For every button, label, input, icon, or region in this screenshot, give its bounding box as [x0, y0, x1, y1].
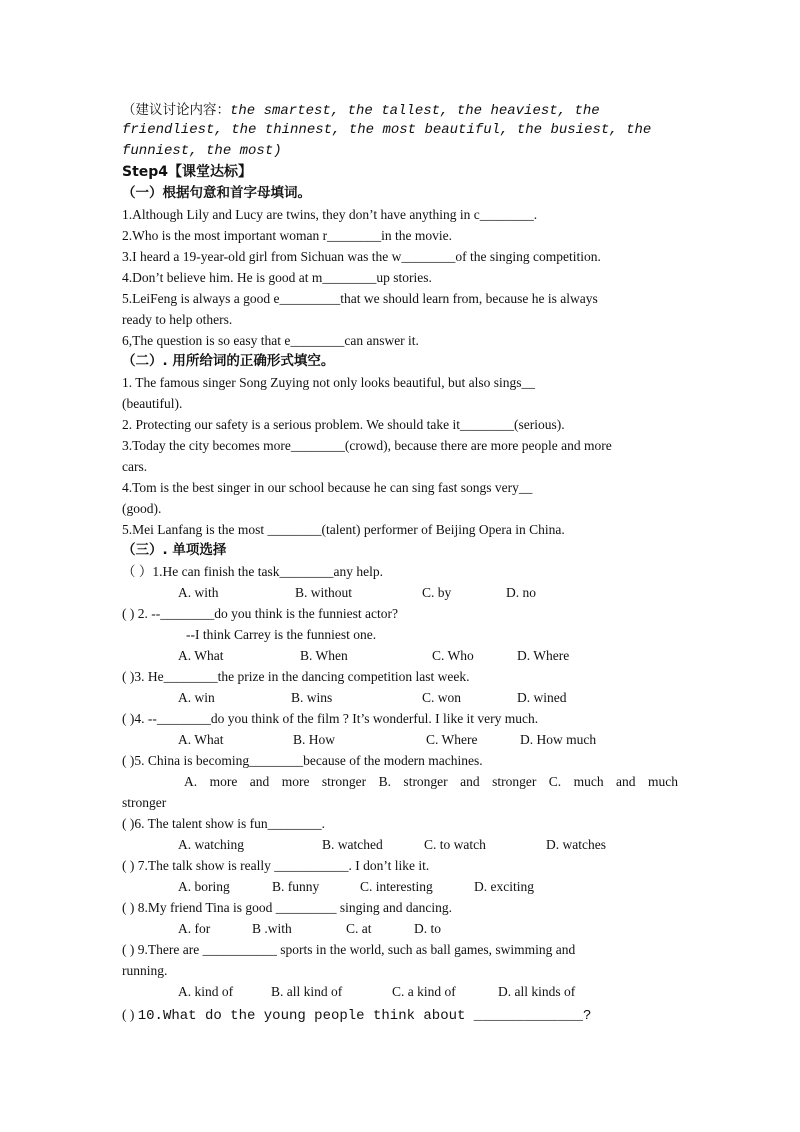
- mc-q7-option-a: A. boring: [178, 879, 230, 894]
- mc-q3-option-a: A. win: [178, 690, 215, 705]
- part1-q5-wrap: ready to help others.: [122, 312, 233, 327]
- mc-q4-stem: ( )4. --________do you think of the film ? It’s wonderful. I like it very much.: [122, 711, 539, 726]
- part2-q3: 3.Today the city becomes more________(crowd), because there are more people and more: [122, 438, 612, 453]
- mc-q2-option-d: D. Where: [517, 648, 570, 663]
- mc-q4-option-a: A. What: [178, 732, 224, 747]
- mc-q8-option-d: D. to: [414, 921, 441, 936]
- mc-q5-options: A. more and more stronger B. stronger and stronger C. much and much: [184, 774, 678, 789]
- mc-q10-text: 10.What do the young people think about _____________?: [137, 1008, 592, 1024]
- mc-q2-sub: --I think Carrey is the funniest one.: [186, 627, 377, 642]
- mc-q8-option-a: A. for: [178, 921, 211, 936]
- mc-q10-stem: [122, 1004, 678, 1027]
- mc-q6-option-a: A. watching: [178, 837, 244, 852]
- mc-q3-option-c: C. won: [422, 690, 462, 705]
- part3-heading: （三）. 单项选择: [122, 542, 227, 558]
- part1-q1: 1.Although Lily and Lucy are twins, they don’t have anything in c________.: [122, 207, 538, 222]
- mc-q9-stem: ( ) 9.There are ___________ sports in the world, such as ball games, swimming and: [122, 942, 576, 957]
- discussion-line-1: [122, 99, 678, 122]
- part1-q5: 5.LeiFeng is always a good e_________that we should learn from, because he is always: [122, 291, 598, 306]
- mc-q5-stem: ( )5. China is becoming________because of the modern machines.: [122, 753, 483, 768]
- mc-q4-option-c: C. Where: [426, 732, 478, 747]
- mc-q8-stem: ( ) 8.My friend Tina is good _________ singing and dancing.: [122, 900, 452, 915]
- mc-q8-option-b: B .with: [252, 921, 292, 936]
- part2-q1: 1. The famous singer Song Zuying not only looks beautiful, but also sings__: [122, 375, 535, 390]
- mc-q1-option-d: D. no: [506, 585, 536, 600]
- mc-q4-option-d: D. How much: [520, 732, 597, 747]
- part2-q4: 4.Tom is the best singer in our school because he can sing fast songs very__: [122, 480, 533, 495]
- part2-q2: 2. Protecting our safety is a serious problem. We should take it________(serious).: [122, 417, 565, 432]
- mc-q1-option-b: B. without: [295, 585, 353, 600]
- mc-q6-option-c: C. to watch: [424, 837, 486, 852]
- mc-q10-paren: ( ): [122, 1007, 135, 1022]
- mc-q6-option-d: D. watches: [546, 837, 606, 852]
- mc-q3-stem: ( )3. He________the prize in the dancing competition last week.: [122, 669, 470, 684]
- mc-q9-option-b: B. all kind of: [271, 984, 343, 999]
- part2-heading: （二）. 用所给词的正确形式填空。: [122, 353, 335, 369]
- mc-q6-stem: ( )6. The talent show is fun________.: [122, 816, 325, 831]
- part2-q5: 5.Mei Lanfang is the most ________(talent) performer of Beijing Opera in China.: [122, 522, 565, 537]
- part2-q4-wrap: (good).: [122, 501, 162, 516]
- mc-q3-option-d: D. wined: [517, 690, 567, 705]
- mc-q7-option-d: D. exciting: [474, 879, 534, 894]
- part2-q3-wrap: cars.: [122, 459, 148, 474]
- mc-q5-wrap: stronger: [122, 795, 167, 810]
- part1-heading: （一）根据句意和首字母填词。: [122, 185, 311, 201]
- mc-q7-stem: ( ) 7.The talk show is really ___________. I don’t like it.: [122, 858, 430, 873]
- mc-q2-option-a: A. What: [178, 648, 224, 663]
- part1-q4: 4.Don’t believe him. He is good at m________up stories.: [122, 270, 432, 285]
- mc-q6-option-b: B. watched: [322, 837, 383, 852]
- mc-q2-stem: ( ) 2. --________do you think is the funniest actor?: [122, 606, 398, 621]
- mc-q2-option-c: C. Who: [432, 648, 474, 663]
- mc-q3-option-b: B. wins: [291, 690, 333, 705]
- step4-title: Step4【课堂达标】: [122, 164, 253, 180]
- mc-q1-option-c: C. by: [422, 585, 452, 600]
- mc-q7-option-b: B. funny: [272, 879, 320, 894]
- part2-q1-wrap: (beautiful).: [122, 396, 183, 411]
- mc-q7-option-c: C. interesting: [360, 879, 433, 894]
- part1-q6: 6,The question is so easy that e________can answer it.: [122, 333, 419, 348]
- mc-q9-option-a: A. kind of: [178, 984, 234, 999]
- mc-q8-option-c: C. at: [346, 921, 372, 936]
- mc-q9-option-d: D. all kinds of: [498, 984, 576, 999]
- mc-q1-option-a: A. with: [178, 585, 219, 600]
- mc-q1-stem: （ ）1.He can finish the task________any help.: [122, 564, 383, 579]
- mc-q4-option-b: B. How: [293, 732, 336, 747]
- mc-q9-wrap: running.: [122, 963, 168, 978]
- discussion-line-3: funniest, the most): [122, 143, 282, 159]
- part1-q2: 2.Who is the most important woman r________in the movie.: [122, 228, 452, 243]
- part1-q3: 3.I heard a 19-year-old girl from Sichuan was the w________of the singing competition.: [122, 249, 601, 264]
- discussion-text-1: the smartest, the tallest, the heaviest, the: [230, 103, 600, 119]
- discussion-line-2: friendliest, the thinnest, the most beautiful, the busiest, the: [122, 122, 652, 138]
- discussion-label: （建议讨论内容：: [122, 102, 230, 118]
- mc-q9-option-c: C. a kind of: [392, 984, 456, 999]
- mc-q2-option-b: B. When: [300, 648, 348, 663]
